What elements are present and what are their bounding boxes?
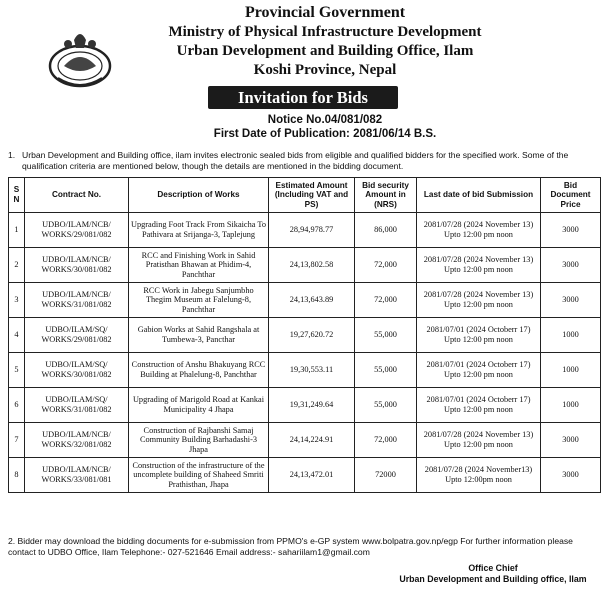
cell-sn: 8 — [9, 458, 25, 493]
cell-description: Upgrading Foot Track From Sikaicha To Pathivara at Srijanga-3, Taplejung — [129, 213, 269, 248]
cell-deadline: 2081/07/01 (2024 Octoberr 17) Upto 12:00 pm noon — [417, 388, 541, 423]
cell-description: Gabion Works at Sahid Rangshala at Tumbewa-3, Pancthar — [129, 318, 269, 353]
cell-security: 55,000 — [355, 353, 417, 388]
notice-number: Notice No.04/081/082 — [267, 114, 383, 126]
cell-deadline: 2081/07/28 (2024 November13) Upto 12:00pm noon — [417, 458, 541, 493]
column-header: S N — [9, 178, 25, 213]
cell-deadline: 2081/07/01 (2024 Octoberr 17) Upto 12:00 pm noon — [417, 318, 541, 353]
intro-number: 1. — [8, 150, 16, 160]
header-office: Urban Development and Building Office, Ilam — [176, 43, 474, 59]
intro-text: Urban Development and Building office, ilam invites electronic sealed bids from eligible and qualified bidders for the specified work. Some of the qualification criteria are mentioned below, though the details are mentioned in the bidding document. — [22, 150, 569, 171]
cell-amount: 24,14,224.91 — [269, 423, 355, 458]
cell-contract: UDBO/ILAM/NCB/ WORKS/32/081/082 — [25, 423, 129, 458]
cell-price: 3000 — [541, 283, 601, 318]
cell-price: 1000 — [541, 353, 601, 388]
cell-price: 3000 — [541, 248, 601, 283]
cell-amount: 19,27,620.72 — [269, 318, 355, 353]
cell-contract: UDBO/ILAM/SQ/ WORKS/29/081/082 — [25, 318, 129, 353]
cell-sn: 5 — [9, 353, 25, 388]
cell-contract: UDBO/ILAM/NCB/ WORKS/31/081/082 — [25, 283, 129, 318]
cell-description: Construction of Rajbanshi Samaj Community Building Barhadashi-3 Jhapa — [129, 423, 269, 458]
cell-security: 72,000 — [355, 248, 417, 283]
cell-contract: UDBO/ILAM/NCB/ WORKS/30/081/082 — [25, 248, 129, 283]
cell-contract: UDBO/ILAM/SQ/ WORKS/30/081/082 — [25, 353, 129, 388]
intro-paragraph — [8, 150, 602, 172]
column-header: Last date of bid Submission — [417, 178, 541, 213]
cell-amount: 28,94,978.77 — [269, 213, 355, 248]
cell-security: 72,000 — [355, 283, 417, 318]
cell-deadline: 2081/07/28 (2024 November 13) Upto 12:00 pm noon — [417, 248, 541, 283]
table-row — [9, 283, 601, 318]
table-row — [9, 388, 601, 423]
cell-sn: 6 — [9, 388, 25, 423]
table-row — [9, 318, 601, 353]
column-header: Bid security Amount in (NRS) — [355, 178, 417, 213]
publication-date: First Date of Publication: 2081/06/14 B.S. — [213, 128, 437, 140]
cell-security: 55,000 — [355, 318, 417, 353]
cell-price: 3000 — [541, 458, 601, 493]
cell-sn: 3 — [9, 283, 25, 318]
cell-security: 72000 — [355, 458, 417, 493]
column-header: Estimated Amount (Including VAT and PS) — [269, 178, 355, 213]
cell-security: 55,000 — [355, 388, 417, 423]
table-row — [9, 458, 601, 493]
cell-deadline: 2081/07/28 (2024 November 13) Upto 12:00 pm noon — [417, 423, 541, 458]
cell-amount: 24,13,802.58 — [269, 248, 355, 283]
cell-price: 3000 — [541, 423, 601, 458]
column-header: Contract No. — [25, 178, 129, 213]
header-ministry: Ministry of Physical Infrastructure Development — [168, 24, 482, 40]
cell-deadline: 2081/07/28 (2024 November 13) Upto 12:00 pm noon — [417, 213, 541, 248]
cell-description: RCC Work in Jabegu Sanjumbho Thegim Museum at Falelung-8, Panchthar — [129, 283, 269, 318]
column-header: Description of Works — [129, 178, 269, 213]
invitation-banner: Invitation for Bids — [208, 86, 398, 109]
cell-price: 1000 — [541, 318, 601, 353]
cell-security: 72,000 — [355, 423, 417, 458]
cell-amount: 24,13,472.01 — [269, 458, 355, 493]
signoff-title: Office Chief — [468, 563, 518, 573]
cell-description: Construction of Anshu Bhakuyang RCC Building at Phalelung-8, Panchthar — [129, 353, 269, 388]
cell-contract: UDBO/ILAM/NCB/ WORKS/29/081/082 — [25, 213, 129, 248]
cell-description: Construction of the infrastructure of the uncomplete building of Shaheed Smriti Prathisthan, Jhapa — [129, 458, 269, 493]
government-emblem-icon — [44, 26, 116, 92]
table-row — [9, 248, 601, 283]
cell-contract: UDBO/ILAM/NCB/ WORKS/33/081/081 — [25, 458, 129, 493]
cell-deadline: 2081/07/28 (2024 November 13) Upto 12:00 pm noon — [417, 283, 541, 318]
cell-contract: UDBO/ILAM/SQ/ WORKS/31/081/082 — [25, 388, 129, 423]
table-row — [9, 423, 601, 458]
footer-paragraph: 2. Bidder may download the bidding documents for e-submission from PPMO's e-GP system www.bolpatra.gov.np/egp For further information please contact to UDBO Office, Ilam Telephone:- 027-521646 Email address:- sahariilam1@gmail.com — [8, 536, 573, 557]
bids-table — [8, 177, 601, 493]
cell-security: 86,000 — [355, 213, 417, 248]
column-header: Bid Document Price — [541, 178, 601, 213]
cell-amount: 19,30,553.11 — [269, 353, 355, 388]
cell-price: 3000 — [541, 213, 601, 248]
cell-amount: 24,13,643.89 — [269, 283, 355, 318]
cell-sn: 2 — [9, 248, 25, 283]
cell-description: Upgrading of Marigold Road at Kankai Municipality 4 Jhapa — [129, 388, 269, 423]
header-province: Koshi Province, Nepal — [253, 62, 397, 78]
signoff-office: Urban Development and Building office, Ilam — [399, 574, 587, 584]
table-header-row — [9, 178, 601, 213]
table-row — [9, 213, 601, 248]
cell-sn: 4 — [9, 318, 25, 353]
table-row — [9, 353, 601, 388]
cell-sn: 7 — [9, 423, 25, 458]
cell-sn: 1 — [9, 213, 25, 248]
cell-description: RCC and Finishing Work in Sahid Pratisthan Bhawan at Phidim-4, Panchthar — [129, 248, 269, 283]
cell-amount: 19,31,249.64 — [269, 388, 355, 423]
cell-price: 1000 — [541, 388, 601, 423]
header-provincial-government: Provincial Government — [244, 4, 406, 21]
cell-deadline: 2081/07/01 (2024 Octoberr 17) Upto 12:00 pm noon — [417, 353, 541, 388]
